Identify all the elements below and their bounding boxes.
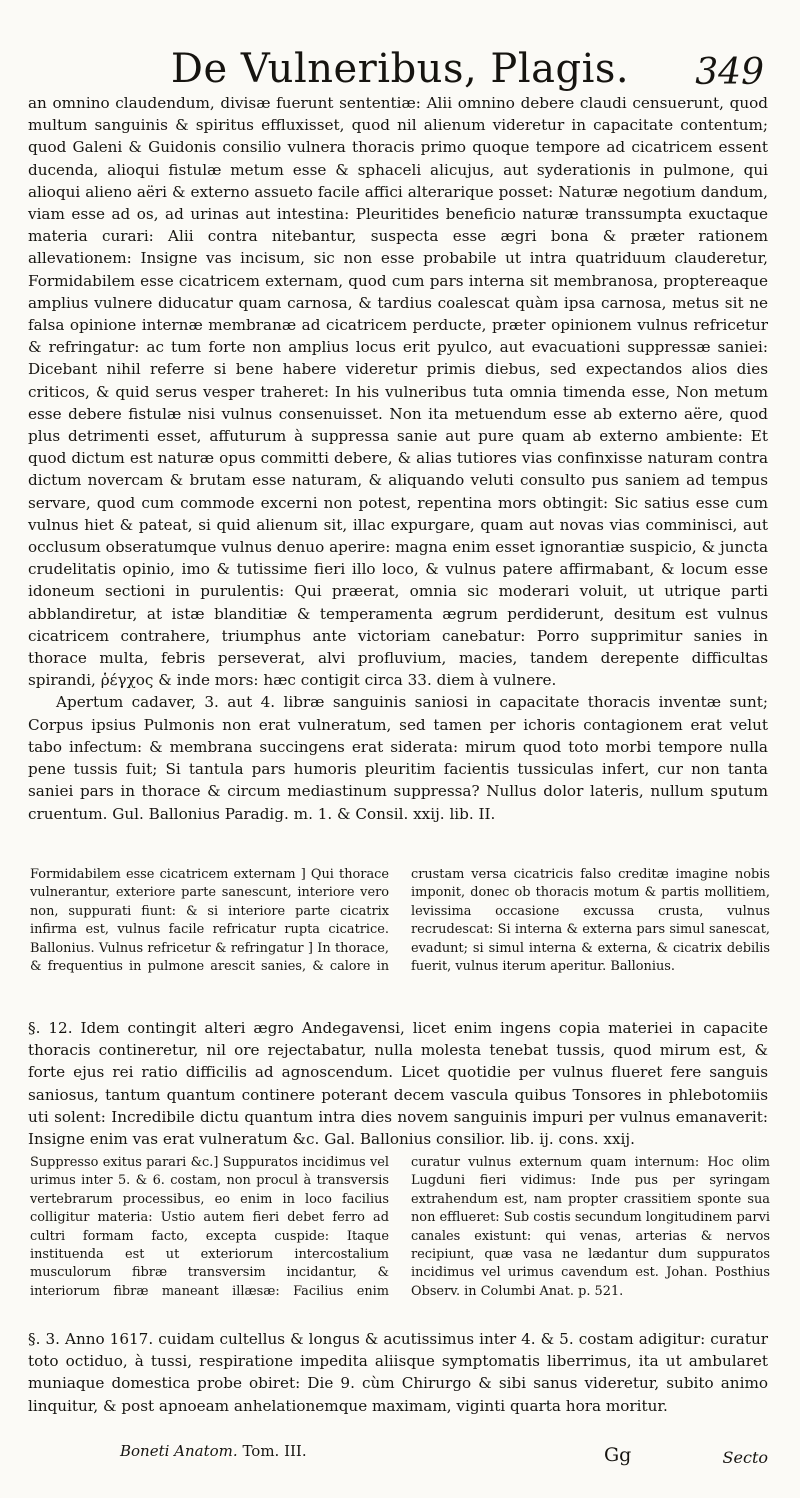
page-number: 349 <box>695 52 764 93</box>
running-title: De Vulneribus, Plagis. <box>170 46 630 92</box>
paragraph-2: Apertum cadaver, 3. aut 4. libræ sanguinis saniosi in capacitate thoracis inventæ sunt; Corpus ipsius Pulmonis non erat vulneratum, sed tamen per ichoris contagionem erat velut tabo infectum: & membrana succingens erat siderata: mirum quod toto morbi tempore nulla pene tussis fuit; Si tantula pars humoris pleuritim facientis tussiculas infert, cur non tanta saniei pars in thorace & circum mediastinum suppressa? Nullus dolor lateris, nullum sputum cruentum. Gul. Ballonius Paradig. m. 1. & Consil. xxij. lib. II. <box>28 693 768 823</box>
note-2-text: Suppresso exitus parari &c.] Suppuratos incidimus vel urimus inter 5. & 6. costam, non procul à transversis vertebrarum processibus, eo enim in loco facilius colligitur materia: Ustio autem fieri debet ferro ad cultri formam facto, excepta cuspide: Itaque instituenda est ut exteriorum intercostalium musculorum fibræ transversim incidantur, & interiorum fibræ maneant illæsæ: Facilius enim curatur vulnus externum quam internum: Hoc olim Lugduni fieri vidimus: Inde pus per syringam extrahendum est, nam propter crassitiem sponte sua non efflueret: Sub costis secundum longitudinem parvi canales existunt: qui venas, arterias & nervos recipiunt, quæ vasa ne lædantur dum suppuratos incidimus vel urimus cavendum est. Johan. Posthius Observ. in Columbi Anat. p. 521. <box>30 1155 770 1299</box>
catchword: Secto <box>722 1448 768 1467</box>
signature-mark: Gg <box>604 1444 632 1466</box>
footer-volume: Tom. III. <box>242 1442 307 1460</box>
footer-book: Boneti Anatom. <box>120 1442 238 1460</box>
section-3: §. 3. Anno 1617. cuidam cultellus & longus & acutissimus inter 4. & 5. costam adigitur: curatur toto octiduo, à tussi, respiratione impedita aliisque symptomatis liberrimus, ita ut ambularet muniaque domestica probe obiret: Die 9. cùm Chirurgo & sibi sanus videretur, subito animo linquitur, & post apnoeam anhelationemque maximam, viginti quarta hora moritur. <box>28 1330 768 1415</box>
commentary-note-2 <box>30 1154 770 1301</box>
section-12: §. 12. Idem contingit alteri ægro Andegavensi, licet enim ingens copia materiei in capacite thoracis contineretur, nil ore rejectabatur, nulla molesta tenebat tussis, quod mirum est, & forte ejus rei ratio difficilis ad agnoscendum. Licet quotidie per vulnus flueret fere sanguis saniosus, tantum quantum continere poterant decem vascula quibus Tonsores in phlebotomiis uti solent: Incredibile dictu quantum intra dies novem sanguinis impuri per vulnus emanaverit: Insigne enim vas erat vulneratum &c. Gal. Ballonius consilior. lib. ij. cons. xxij. <box>28 1019 768 1149</box>
paragraph-1: an omnino claudendum, divisæ fuerunt sententiæ: Alii omnino debere claudi censuerunt, quod multum sanguinis & spiritus effluxisset, quod nil alienum videretur in capacitate contentum; quod Galeni & Guidonis consilio vulnera thoracis primo quoque tempore ad cicatricem essent ducenda, alioqui fistulæ metum esse & sphaceli alicujus, aut syderationis in pulmone, qui alioqui alieno aëri & externo assueto facile affici alterarique posset: Naturæ negotium dandum, viam esse ad os, ad urinas aut intestina: Pleuritides beneficio naturæ transsumpta exuctaque materia curari: Alii contra nitebantur, suspecta esse ægri bona & præter rationem allevationem: Insigne vas incisum, sic non esse probabile ut intra quatriduum clauderetur, Formidabilem esse cicatricem externam, quod cum pars interna sit membranosa, proptereaque amplius vulnere diducatur quam carnosa, & tardius coalescat quàm ipsa carnosa, metus sit ne falsa opinione internæ membranæ ad cicatricem perducte, præter opinionem vulnus refricetur & refringatur: ac tum forte non amplius locus erit pyulco, aut evacuationi suppressæ saniei: Dicebant nihil referre si bene habere videretur primis diebus, sed expectandos alios dies criticos, & quid serus vesper traheret: In his vulneribus tuta omnia timenda esse, Non metum esse debere fistulæ nisi vulnus consenuisset. Non ita metuendum esse ab externo aëre, quod plus detrimenti esset, affuturum à suppressa sanie aut pure quam ab externo ambiente: Et quod dictum est naturæ opus committi debere, & alias tutiores vias confinxisse naturam contra dictum novercam & brutam esse naturam, & aliquando veluti consulto pus saniem ad tempus servare, quod cum commode excerni non potest, repentina mors obtingit: Sic satius esse cum vulnus hiet & pateat, si quid alienum sit, illac expurgare, quam aut novas vias comminisci, aut occlusum obseratumque vulnus denuo aperire: magna enim esset ignorantiæ suspicio, & juncta crudelitatis opinio, imo & tutissime fieri illo loco, & vulnus patere affirmabant, & locum esse idoneum sectioni in purulentis: Qui præerat, omnia sic moderari voluit, ut utrique parti abblandiretur, at istæ blanditiæ & temperamenta ægrum perdiderunt, desitum est vulnus cicatricem contrahere, triumphus ante victoriam canebatur: Porro supprimitur sanies in thorace multa, febris perseverat, alvi profluvium, macies, tandem derepente difficultas spirandi, ῥέγχος & inde mors: hæc contigit circa 33. diem à vulnere. <box>28 94 768 690</box>
note-1-text: Formidabilem esse cicatricem externam ] Qui thorace vulnerantur, exteriore parte sanescunt, interiore vero non, suppurati fiunt: & si interiore parte cicatrix infirma est, vulnus facile refricatur rupta cicatrice. Ballonius. Vulnus refricetur & refringatur ] In thorace, & frequentius in pulmone arescit sanies, & calore in crustam versa cicatricis falso creditæ imagine nobis imponit, donec ob thoracis motum & partis mollitiem, levissima occasione excussa crusta, vulnus recrudescat: Si interna & externa pars simul sanescat, evadunt; si simul interna & externa, & cicatrix debilis fuerit, vulnus iterum aperitur. Ballonius. <box>30 867 770 975</box>
main-text <box>28 92 768 825</box>
footer-book-title <box>120 1442 307 1460</box>
commentary-note-1 <box>30 866 770 976</box>
